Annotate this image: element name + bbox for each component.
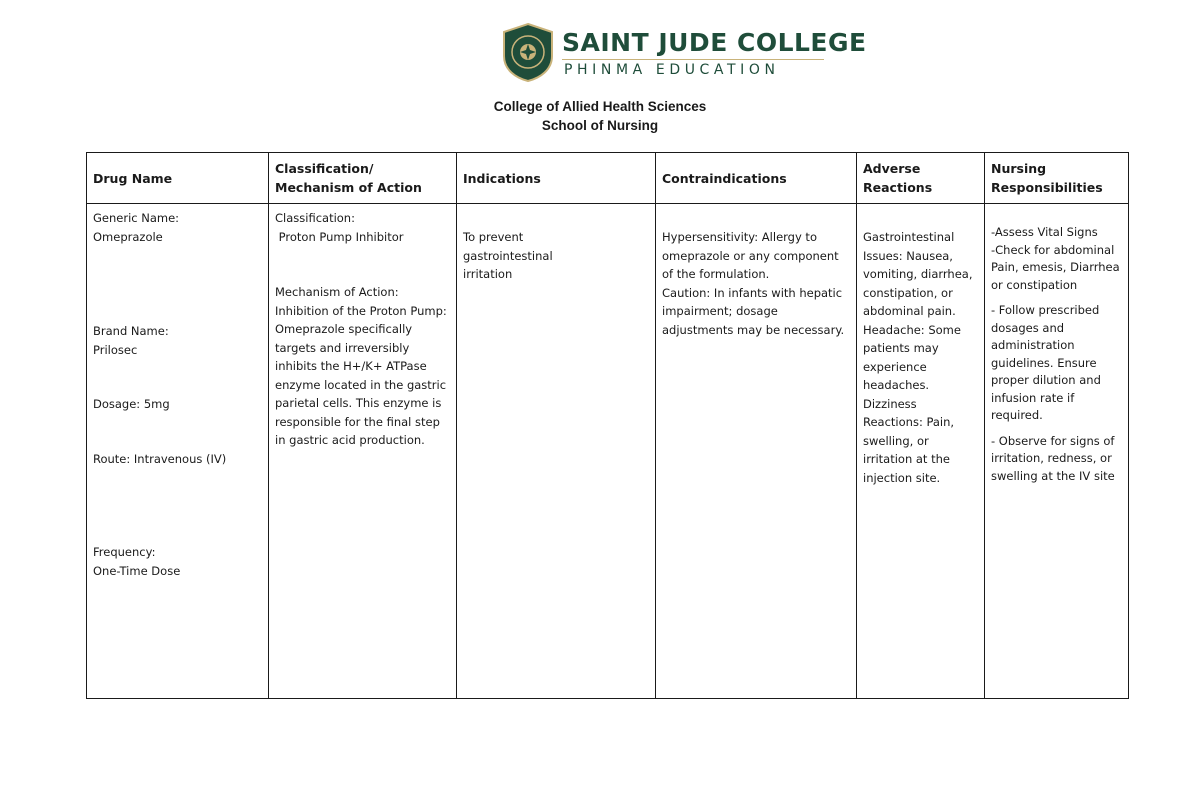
frequency-label: Frequency: [93, 545, 156, 559]
classification-label: Classification: [275, 211, 355, 225]
nursing-abdominal: -Check for abdominal Pain, emesis, Diarrhea or constipation [991, 242, 1120, 292]
logo-divider [562, 59, 824, 60]
logo-title: SAINT JUDE COLLEGE [562, 28, 867, 57]
indications-text: To prevent gastrointestinal irritation [463, 230, 553, 281]
school-name: School of Nursing [541, 118, 659, 133]
college-logo [500, 22, 867, 84]
logo-subtitle: PHINMA EDUCATION [564, 62, 780, 78]
injection-reactions-text: Reactions: Pain, swelling, or irritation at the injection site. [863, 415, 955, 485]
drug-study-table [86, 152, 1129, 699]
cell-indications [457, 204, 656, 699]
table-row [87, 204, 1129, 699]
cell-classification [269, 204, 457, 699]
header-indications: Indications [457, 153, 656, 204]
college-name: College of Allied Health Sciences [493, 99, 707, 114]
moa-label: Mechanism of Action: [275, 285, 399, 299]
dosage-text: Dosage: 5mg [93, 397, 170, 411]
cell-adverse-reactions [857, 204, 985, 699]
cell-nursing-responsibilities [985, 204, 1129, 699]
brand-name-label: Brand Name: [93, 324, 169, 338]
header-contraindications: Contraindications [656, 153, 857, 204]
nursing-vitals: -Assess Vital Signs [991, 225, 1098, 239]
route-text: Route: Intravenous (IV) [93, 451, 227, 466]
classification-value: Proton Pump Inhibitor [275, 229, 404, 244]
brand-name-value: Prilosec [93, 342, 138, 357]
cell-drug-name [87, 204, 269, 699]
gi-issues-text: Gastrointestinal Issues: Nausea, vomiting, diarrhea, constipation, or abdominal pain. [863, 230, 973, 318]
nursing-dosages: - Follow prescribed dosages and administration guidelines. Ensure proper dilution and infusion rate if required. [991, 303, 1101, 422]
dizziness-text: Dizziness [863, 396, 917, 411]
nursing-observe: - Observe for signs of irritation, redness, or swelling at the IV site [991, 433, 1115, 483]
header-drug-name: Drug Name [87, 153, 269, 204]
hypersensitivity-text: Hypersensitivity: Allergy to omeprazole or any component of the formulation. [662, 230, 839, 281]
header-nursing-responsibilities: Nursing Responsibilities [985, 153, 1129, 204]
generic-name-value: Omeprazole [93, 229, 163, 244]
frequency-value: One-Time Dose [93, 563, 181, 578]
headache-text: Headache: Some patients may experience headaches. [863, 322, 961, 392]
table-header-row [87, 153, 1129, 204]
moa-text: Inhibition of the Proton Pump: Omeprazole specifically targets and irreversibly inhibits the H+/K+ ATPase enzyme located in the gastric parietal cells. This enzyme is responsible for the final step in gastric acid production. [275, 303, 447, 447]
header-adverse-reactions: Adverse Reactions [857, 153, 985, 204]
generic-name-label: Generic Name: [93, 211, 180, 225]
cell-contraindications [656, 204, 857, 699]
caution-text: Caution: In infants with hepatic impairment; dosage adjustments may be necessary. [662, 285, 845, 337]
college-seal-icon [500, 22, 556, 82]
header-classification: Classification/ Mechanism of Action [269, 153, 457, 204]
